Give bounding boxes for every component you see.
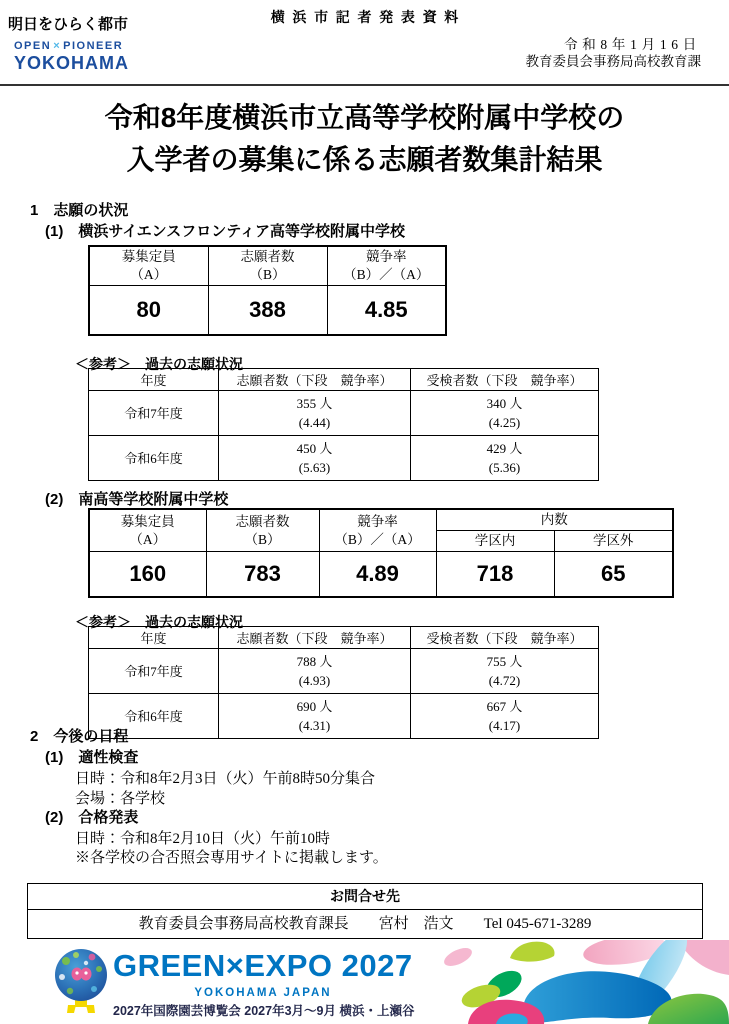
contact-info: 教育委員会事務局高校教育課長 宮村 浩文 Tel 045-671-3289 [138,916,592,932]
examinees-count: 755 人 [486,654,523,669]
header-year: 年度 [89,369,219,391]
year-cell: 令和6年度 [89,436,219,481]
announcement-label: (2) 合格発表 [45,809,139,826]
section2-heading: 2 今後の日程 [30,728,129,745]
press-release-header-title: 横浜市記者発表資料 [270,9,466,25]
examinees-cell [411,436,599,481]
applicants-rate: (5.63) [298,460,331,475]
expo-title: GREEN×EXPO 2027 [113,948,413,983]
applicants-value: 388 [208,286,327,336]
header-ratio [327,246,446,286]
examinees-count: 429 人 [486,441,523,456]
header-applicants-line2: （B） [249,267,286,282]
logo-pioneer-text: PIONEER [63,40,124,52]
school2-history-table [88,626,599,739]
reference1-caption: ＜参考＞ 過去の志願状況 [75,356,243,372]
header-ratio-line1: 競争率 [357,513,398,529]
school1-result-table [88,245,447,336]
header-applicants [208,246,327,286]
school2-result-table [88,508,674,598]
green-expo-banner [0,940,729,1024]
header-capacity [89,509,206,552]
date-department-block [526,36,702,70]
expo-tagline: 2027年国際園芸博覧会 2027年3月～9月 横浜・上瀬谷 [113,1004,415,1018]
city-slogan: 明日をひらく都市 [8,17,129,33]
applicants-count: 690 人 [296,699,333,714]
examinees-count: 667 人 [486,699,523,714]
school1-label: (1) 横浜サイエンスフロンティア高等学校附属中学校 [45,223,406,240]
header-capacity [89,246,208,286]
header-applicants-history: 志願者数（下段 競争率） [219,627,411,649]
header-applicants-line1: 志願者数 [240,249,295,264]
expo-subtitle: YOKOHAMA JAPAN [194,987,332,999]
header-ratio-line2: （B）／（A） [334,531,421,547]
examinees-cell [411,649,599,694]
header-divider [0,84,729,86]
header-capacity-line2: （A） [129,531,167,547]
applicants-cell [219,391,411,436]
capacity-value: 160 [89,552,206,598]
header-ratio-line2: （B）／（A） [343,267,430,282]
logo-yokohama-text: YOKOHAMA [14,53,129,73]
school1-history-table [88,368,599,481]
table-header-row [89,627,599,649]
header-examinees-history: 受検者数（下段 競争率） [411,627,599,649]
header-applicants-history: 志願者数（下段 競争率） [219,369,411,391]
examinees-rate: (4.25) [488,415,521,430]
table-header-row [89,369,599,391]
yokohama-logo [14,40,129,74]
exam-datetime: 日時：令和8年2月3日（火）午前8時50分集合 [75,771,376,787]
year-cell: 令和6年度 [89,694,219,739]
header-examinees-history: 受検者数（下段 競争率） [411,369,599,391]
logo-open-text: OPEN [14,40,52,52]
applicants-cell [219,436,411,481]
table-header-row1 [89,509,673,531]
department-name: 教育委員会事務局高校教育課 [525,54,701,69]
examinees-count: 340 人 [486,396,523,411]
examinees-rate: (4.17) [488,718,521,733]
contact-box [27,883,703,939]
header-breakdown-group: 内数 [436,509,673,531]
applicants-value: 783 [206,552,319,598]
exam-venue: 会場：各学校 [75,791,166,807]
applicants-count: 450 人 [296,441,333,456]
document-title [0,97,729,181]
header-ratio-line1: 競争率 [366,249,407,264]
applicants-count: 788 人 [296,654,333,669]
table-row [89,391,599,436]
release-date: 令和8年1月16日 [563,37,701,52]
year-cell: 令和7年度 [89,391,219,436]
header-applicants-line1: 志願者数 [235,513,290,529]
header-capacity-line2: （A） [130,267,168,282]
examinees-rate: (5.36) [488,460,521,475]
examinees-cell [411,391,599,436]
reference2-caption: ＜参考＞ 過去の志願状況 [75,614,243,630]
document-title-line1: 令和8年度横浜市立高等学校附属中学校の [104,102,625,133]
announcement-datetime: 日時：令和8年2月10日（火）午前10時 [75,831,331,847]
document-title-line2: 入学者の募集に係る志願者数集計結果 [126,144,603,175]
applicants-rate: (4.31) [298,718,331,733]
examinees-rate: (4.72) [488,673,521,688]
table-value-row [89,286,446,336]
applicants-rate: (4.93) [298,673,331,688]
announcement-note: ※各学校の合否照会専用サイトに掲載します。 [75,850,388,866]
header-applicants-line2: （B） [244,531,281,547]
applicants-count: 355 人 [296,396,333,411]
header-applicants [206,509,319,552]
table-header-row [89,246,446,286]
applicants-cell [219,694,411,739]
header-inside-district: 学区内 [436,531,554,552]
logo-open-pioneer [14,40,129,52]
header-year: 年度 [89,627,219,649]
examinees-cell [411,694,599,739]
table-row [89,694,599,739]
decorative-petals-graphic [440,940,729,1024]
applicants-cell [219,649,411,694]
section1-heading: 1 志願の状況 [30,202,129,219]
ratio-value: 4.89 [319,552,436,598]
inside-district-value: 718 [436,552,554,598]
applicants-rate: (4.44) [298,415,331,430]
table-row [89,649,599,694]
logo-x-mark: × [53,40,62,52]
header-capacity-line1: 募集定員 [120,513,175,529]
contact-header: お問合せ先 [28,884,702,910]
ratio-value: 4.85 [327,286,446,336]
capacity-value: 80 [89,286,208,336]
header-capacity-line1: 募集定員 [121,249,176,264]
header-outside-district: 学区外 [554,531,673,552]
header-ratio [319,509,436,552]
expo-mascot-icon [52,947,110,1015]
school2-label: (2) 南高等学校附属中学校 [45,491,229,508]
year-cell: 令和7年度 [89,649,219,694]
table-row [89,436,599,481]
exam-label: (1) 適性検査 [45,749,139,766]
outside-district-value: 65 [554,552,673,598]
table-value-row [89,552,673,598]
